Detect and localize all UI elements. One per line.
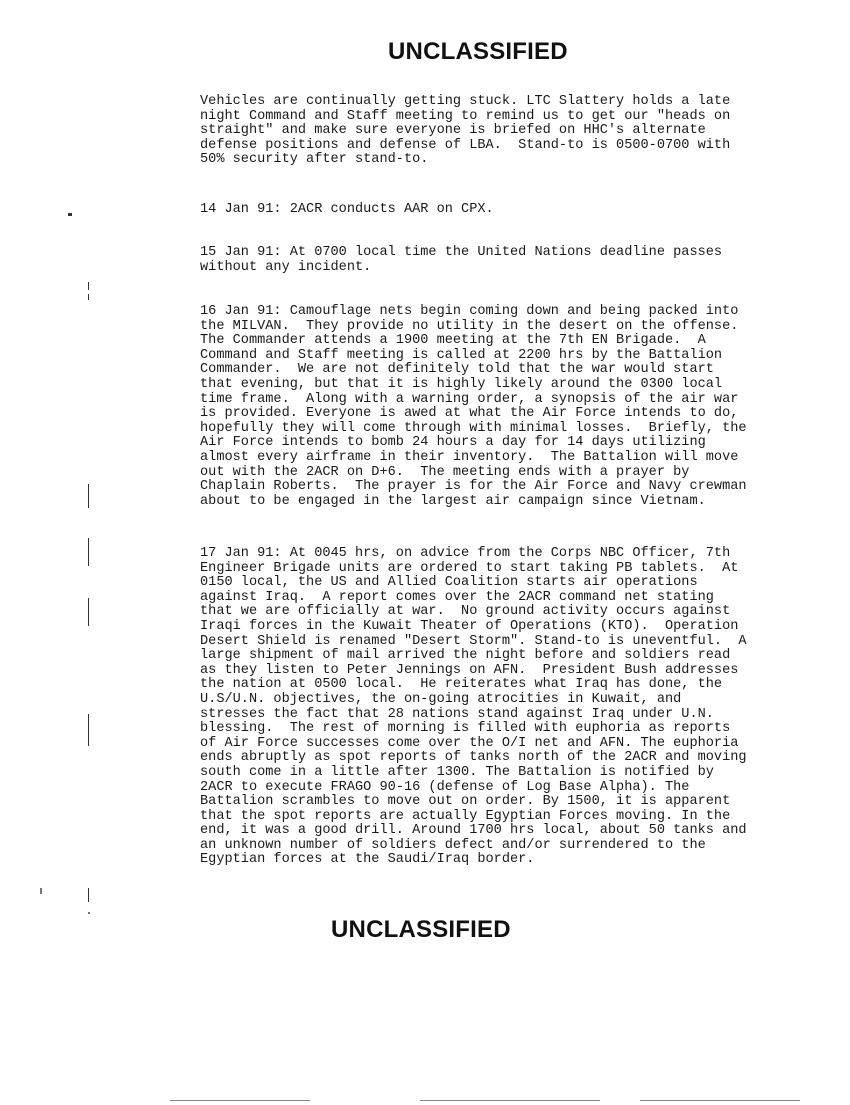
margin-mark [88,294,89,300]
margin-mark [88,282,89,290]
margin-mark [88,714,89,746]
margin-mark [88,888,89,902]
footer-classification-banner: UNCLASSIFIED [331,916,511,943]
scan-speck [40,888,42,894]
paragraph-15-jan: 15 Jan 91: At 0700 local time the United Nations deadline passes without any incident. [200,245,723,275]
margin-mark [88,484,89,508]
margin-mark [88,538,89,566]
paragraph-14-jan: 14 Jan 91: 2ACR conducts AAR on CPX. [200,202,494,217]
paragraph-stuck-vehicles: Vehicles are continually getting stuck. LTC Slattery holds a late night Command and Staff meeting to remind us to get our "heads on straight" and make sure everyone is briefed on HHC's alternate defense positions and defense of LBA. Stand-to is 0500-0700 with 50% security after stand-to. [200,94,731,168]
margin-mark [88,598,89,626]
header-classification-banner: UNCLASSIFIED [388,38,568,65]
paragraph-17-jan: 17 Jan 91: At 0045 hrs, on advice from the Corps NBC Officer, 7th Engineer Brigade units are ordered to start taking PB tablets. At 0150 local, the US and Allied Coalition starts air operations against Iraq. A report comes over the 2ACR command net stating that we are officially at war. No ground activity occurs against Iraqi forces in the Kuwait Theater of Operations (KTO). Operation Desert Shield is renamed "Desert Storm". Stand-to is uneventful. A large shipment of mail arrived the night before and soldiers read as they listen to Peter Jennings on AFN. President Bush addresses the nation at 0500 local. He reiterates what Iraq has done, the U.S/U.N. objectives, the on-going atrocities in Kuwait, and stresses the fact that 28 nations stand against Iraq under U.N. blessing. The rest of morning is filled with euphoria as reports of Air Force successes come over the O/I net and AFN. The euphoria ends abruptly as spot reports of tanks north of the 2ACR and moving south come in a little after 1300. The Battalion is notified by 2ACR to execute FRAGO 90-16 (defense of Log Base Alpha). The Battalion scrambles to move out on order. By 1500, it is apparent that the spot reports are actually Egyptian Forces moving. In the end, it was a good drill. Around 1700 hrs local, about 50 tanks and an unknown number of soldiers defect and/or surrendered to the Egyptian forces at the Saudi/Iraq border. [200,546,747,868]
scan-edge-line [420,1100,600,1101]
paragraph-16-jan: 16 Jan 91: Camouflage nets begin coming down and being packed into the MILVAN. They provide no utility in the desert on the offense. The Commander attends a 1900 meeting at the 7th EN Brigade. A Command and Staff meeting is called at 2200 hrs by the Battalion Commander. We are not definitely told that the war would start that evening, but that it is highly likely around the 0300 local time frame. Along with a warning order, a synopsis of the air war is provided. Everyone is awed at what the Air Force intends to do, hopefully they will come through with minimal losses. Briefly, the Air Force intends to bomb 24 hours a day for 14 days utilizing almost every airframe in their inventory. The Battalion will move out with the 2ACR on D+6. The meeting ends with a prayer by Chaplain Roberts. The prayer is for the Air Force and Navy crewman about to be engaged in the largest air campaign since Vietnam. [200,304,747,509]
scan-speck [88,912,90,914]
scan-speck [68,213,72,216]
scan-edge-line [640,1100,800,1101]
scan-edge-line [170,1100,310,1101]
